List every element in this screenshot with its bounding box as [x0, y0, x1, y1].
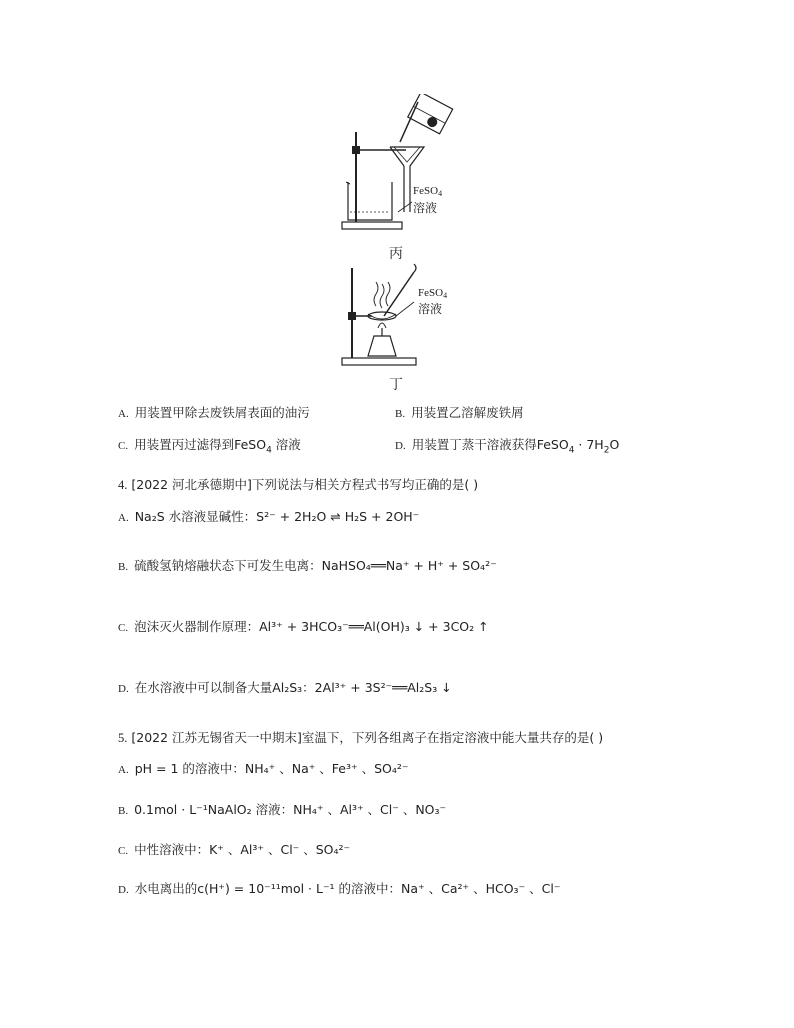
q5-option-c: C. 中性溶液中：K⁺ 、Al³⁺ 、Cl⁻ 、SO₄²⁻	[118, 842, 351, 857]
q3-option-b: B. 用装置乙溶解废铁屑	[395, 405, 524, 420]
ding-label-formula: FeSO4	[418, 287, 448, 300]
q4-option-b: B. 硫酸氢钠熔融状态下可发生电离：NaHSO₄══Na⁺ + H⁺ + SO₄²⁻	[118, 558, 497, 573]
q5-option-a: A. pH = 1 的溶液中：NH₄⁺ 、Na⁺ 、Fe³⁺ 、SO₄²⁻	[118, 761, 409, 776]
q3-option-c: C. 用装置丙过滤得到FeSO$_4$ 溶液	[118, 437, 301, 456]
evaporation-apparatus-drawing	[338, 262, 468, 370]
bing-label-formula: FeSO4	[413, 185, 443, 198]
q5-option-b: B. 0.1mol · L⁻¹NaAlO₂ 溶液：NH₄⁺ 、Al³⁺ 、Cl⁻ 、NO₃⁻	[118, 802, 447, 817]
bing-label-solution: 溶液	[413, 201, 438, 215]
figure-evaporation-apparatus	[338, 262, 468, 370]
caption-bing: 丙	[389, 246, 403, 262]
caption-ding: 丁	[389, 377, 403, 393]
q3-option-a: A. 用装置甲除去废铁屑表面的油污	[118, 405, 310, 420]
q4-stem: 4. [2022 河北承德期中]下列说法与相关方程式书写均正确的是( )	[118, 477, 479, 492]
q3-option-d: D. 用装置丁蒸干溶液获得FeSO$_4$ · $7H_2O$	[395, 437, 620, 456]
q4-option-c: C. 泡沫灭火器制作原理：Al³⁺ + 3HCO₃⁻══Al(OH)₃ ↓ + 3CO₂ ↑	[118, 619, 489, 634]
ding-label-solution: 溶液	[418, 302, 443, 316]
filtration-apparatus-drawing	[340, 94, 460, 234]
q4-option-a: A. Na₂S 水溶液显碱性：S²⁻ + 2H₂O ⇌ H₂S + 2OH⁻	[118, 509, 420, 524]
q5-stem: 5. [2022 江苏无锡省天一中期末]室温下，下列各组离子在指定溶液中能大量共存的是( )	[118, 730, 604, 745]
q4-option-d: D. 在水溶液中可以制备大量Al₂S₃：2Al³⁺ + 3S²⁻══Al₂S₃ ↓	[118, 680, 452, 695]
figure-filtration-apparatus	[340, 94, 460, 234]
q5-option-d: D. 水电离出的c(H⁺) = 10⁻¹¹mol · L⁻¹ 的溶液中：Na⁺ 、Ca²⁺ 、HCO₃⁻ 、Cl⁻	[118, 881, 561, 896]
